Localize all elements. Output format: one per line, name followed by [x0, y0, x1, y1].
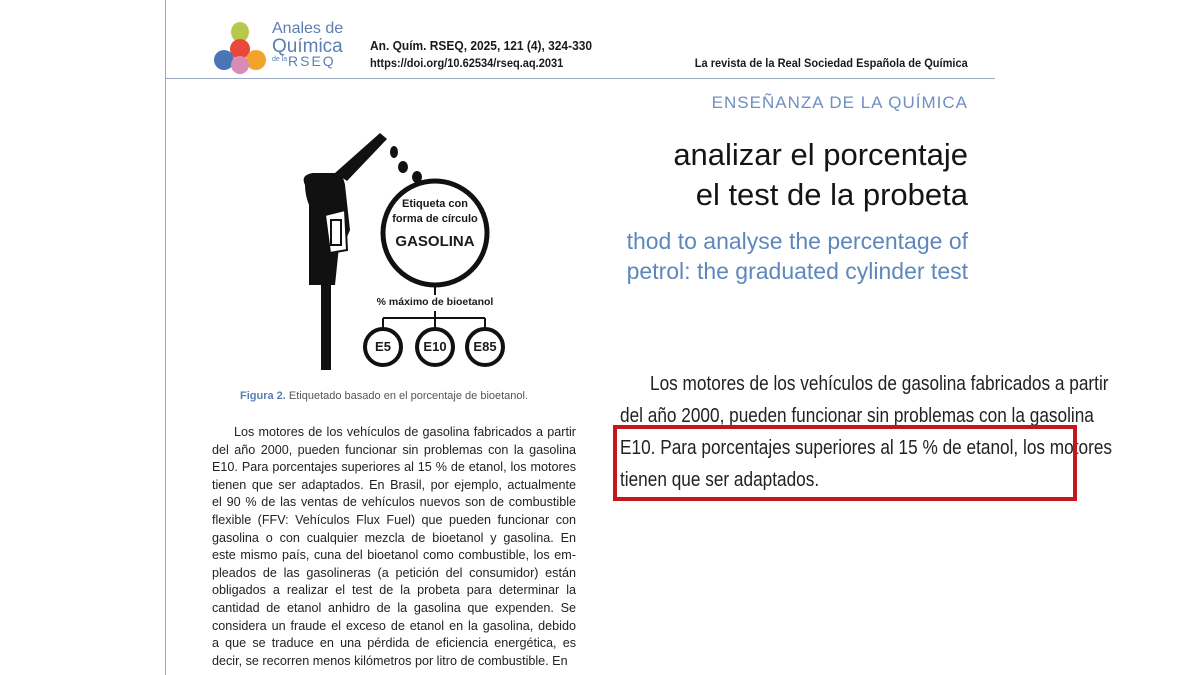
header-rule	[165, 78, 995, 79]
journal-logo[interactable]	[210, 18, 360, 76]
body-line: Los motores de los vehículos de gasolina fabricados a partir	[234, 425, 576, 439]
journal-tagline: La revista de la Real Sociedad Española de Química	[694, 56, 968, 70]
body-line: obligados a realizar el test de la probeta para determinar la	[212, 583, 576, 598]
logo-line-2: Química	[272, 36, 343, 57]
english-title-line-2: petrol: the graduated cylinder test	[626, 258, 968, 284]
body-line: E10. Para porcentajes superiores al 15 % de etanol, los motores	[212, 460, 576, 475]
body-line: el 90 % de las ventas de vehículos nuevos son de combustible	[212, 495, 576, 510]
article-title-line-1: analizar el porcentaje	[673, 137, 968, 172]
logo-line-1: Anales de	[272, 20, 344, 37]
body-line: a que se traduce en una pérdida de eficiencia energética, es	[212, 636, 576, 651]
body-line: gasolina o con cualquier mezcla de bioetanol y gasolina. En	[212, 530, 576, 545]
page-margin-line	[165, 0, 166, 675]
logo-line-4: RSEQ	[288, 53, 336, 69]
doi-link[interactable]: https://doi.org/10.62534/rseq.aq.2031	[370, 56, 564, 70]
body-line: este mismo país, cuna del bioetanol como combustible, los em-	[212, 548, 576, 563]
bioethanol-subtitle: % máximo de bioetanol	[376, 296, 494, 308]
body-line: decir, se recorren menos kilómetros por litro de combustible. En	[212, 653, 568, 668]
zoom-line: tienen que ser adaptados.	[620, 468, 820, 491]
body-line: del año 2000, pueden funcionar sin problemas con la gasolina	[212, 442, 576, 457]
body-line: flexible (FFV: Vehículos Flux Fuel) que pueden funcionar con	[212, 512, 576, 527]
circle-label-2: forma de círculo	[392, 213, 478, 225]
body-line: tienen que ser adaptados. En Brasil, por ejemplo, actualmente	[212, 477, 576, 492]
section-title: ENSEÑANZA DE LA QUÍMICA	[711, 93, 968, 112]
option-e10: E10	[423, 339, 447, 354]
figure-fuel-label	[295, 125, 515, 375]
zoom-line: E10. Para porcentajes superiores al 15 % de etanol, los motores	[620, 436, 1113, 459]
zoom-line: del año 2000, pueden funcionar sin problemas con la gasolina	[620, 404, 1094, 427]
citation: An. Quím. RSEQ, 2025, 121 (4), 324-330	[370, 38, 593, 53]
body-line: cantidad de etanol anhidro de la gasolina que expenden. Se	[212, 600, 576, 615]
logo-line-3: de la	[272, 56, 288, 63]
highlight-box	[613, 425, 1077, 501]
article-title-line-2: el test de la probeta	[695, 177, 968, 212]
figure-caption-label: Figura 2.	[240, 390, 286, 402]
figure-caption-text: Etiquetado basado en el porcentaje de bioetanol.	[285, 390, 529, 402]
option-e85: E85	[473, 339, 497, 354]
logo-mark-icon	[210, 18, 270, 76]
zoom-line: Los motores de los vehículos de gasolina fabricados a partir	[650, 372, 1109, 395]
body-paragraph	[212, 424, 576, 670]
english-title-line-1: thod to analyse the percentage of	[626, 228, 968, 254]
figure-caption	[240, 390, 528, 402]
circle-main-label: GASOLINA	[395, 233, 475, 250]
body-line: pleados de las gasolineras (a petición del consumidor) están	[212, 565, 576, 580]
circle-label-1: Etiqueta con	[401, 198, 468, 210]
body-line: considera un fraude el exceso de etanol en la gasolina, debido	[212, 618, 576, 633]
fuel-nozzle-icon	[295, 125, 515, 375]
option-e5: E5	[375, 339, 391, 354]
